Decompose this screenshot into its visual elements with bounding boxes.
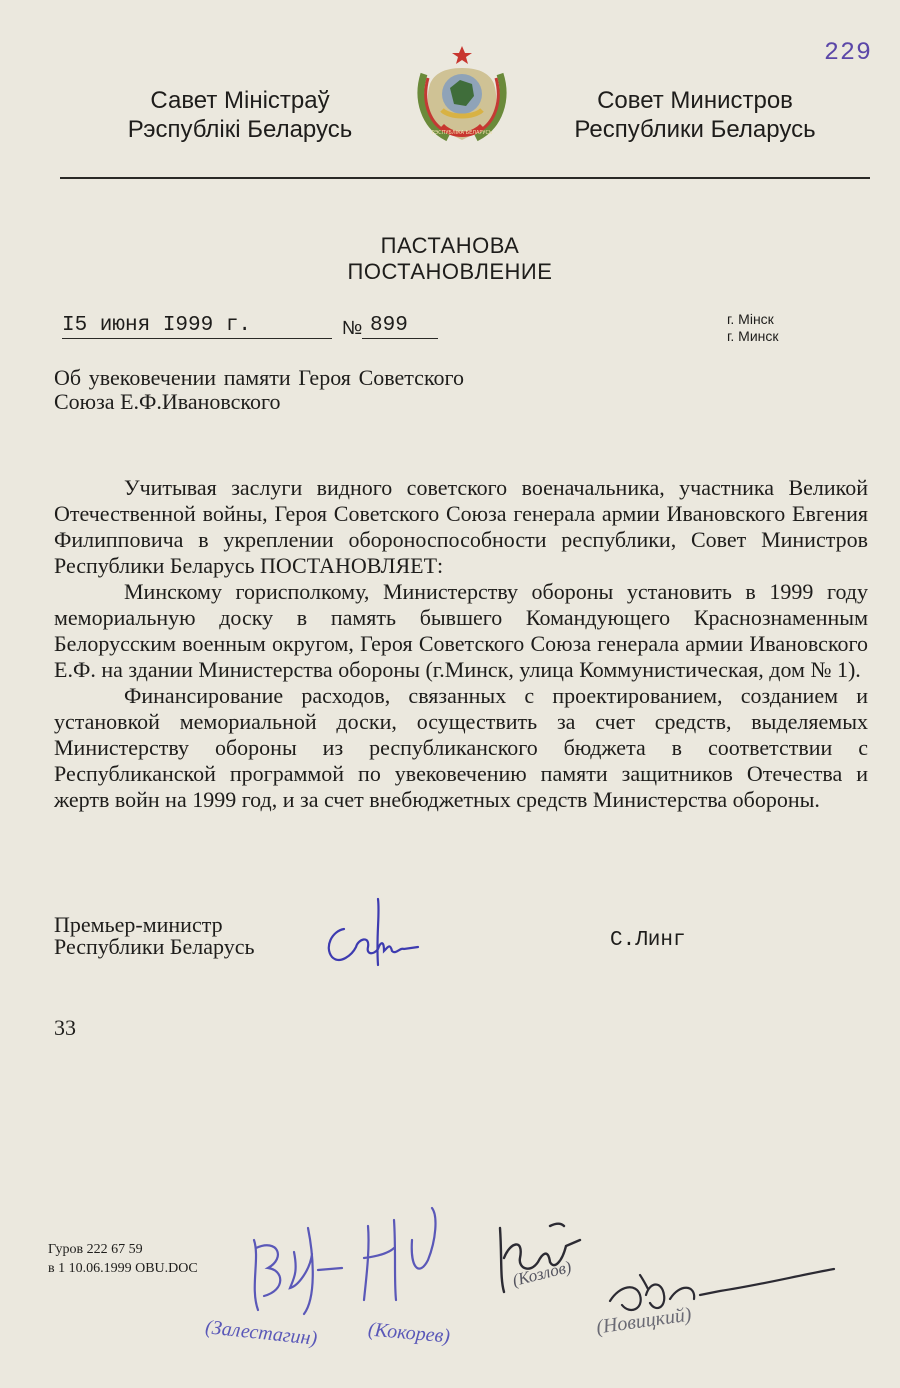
- header-russian-line2: Республики Беларусь: [574, 116, 816, 143]
- prime-minister-signature: [318, 895, 428, 975]
- emblem-ribbon-text: РЭСПУБЛІКА БЕЛАРУСЬ: [431, 130, 493, 136]
- archive-sheet-number: 229: [824, 38, 873, 67]
- approval-signature-1: [238, 1218, 358, 1318]
- document-subject: Об увековечении памяти Героя Советского Союза Е.Ф.Ивановского: [54, 365, 464, 414]
- place-of-issue: [727, 311, 779, 345]
- header-russian-line1: Совет Министров: [597, 87, 793, 114]
- footer-meta: [48, 1240, 198, 1278]
- header-belarusian: [110, 86, 370, 144]
- approval-signature-3: [490, 1218, 600, 1298]
- approval-name-1: (Залестагин): [204, 1316, 319, 1350]
- page-number: 33: [54, 1015, 76, 1040]
- document-number: 899: [370, 314, 408, 337]
- body-paragraph: Учитывая заслуги видного советского военачальника, участника Великой Отечественной войны, Героя Советского Союза генерала армии Ивановского Евгения Филипповича в укреплении обороноспособности республики, Совет Министров Республики Беларусь ПОСТАНОВЛЯЕТ:: [54, 475, 868, 578]
- signatory-title-line2: Республики Беларусь: [54, 934, 255, 959]
- body-paragraph: Финансирование расходов, связанных с проектированием, созданием и установкой мемориальной доски, осуществить за счет средств, выделяемых Министерству обороны из республиканского бюджета в соответствии с Республиканской программой по увековечению памяти защитников Отечества и жертв войн на 1999 год, и за счет внебюджетных средств Министерства обороны.: [54, 683, 868, 812]
- city-belarusian: г. Мінск: [727, 311, 774, 327]
- number-label: №: [342, 318, 363, 339]
- header-divider: [60, 177, 870, 179]
- signatory-name: С.Линг: [610, 929, 686, 952]
- date-underline: [62, 338, 332, 339]
- header-russian: [560, 86, 830, 144]
- approval-name-4: (Новицкий): [594, 1303, 693, 1339]
- approval-name-2: (Кокорев): [367, 1318, 451, 1348]
- signatory-title-line1: Премьер-министр: [54, 912, 223, 937]
- signatory-title: [54, 914, 255, 958]
- belarus-coat-of-arms-icon: [410, 44, 514, 148]
- approval-signature-2: [350, 1200, 450, 1310]
- footer-file: в 1 10.06.1999 OBU.DOC: [48, 1261, 198, 1276]
- footer-author: Гуров 222 67 59: [48, 1242, 143, 1257]
- number-underline: [362, 338, 438, 339]
- document-kind-russian: ПОСТАНОВЛЕНИЕ: [347, 259, 553, 284]
- document-date: I5 июня I999 г.: [62, 314, 252, 337]
- approval-name-3: (Козлов): [510, 1257, 574, 1290]
- document-body: [54, 475, 868, 813]
- document-kind-belarusian: ПАСТАНОВА: [380, 233, 520, 258]
- document-kind: [300, 233, 600, 285]
- header-belarusian-line1: Савет Міністраў: [150, 87, 330, 114]
- city-russian: г. Минск: [727, 328, 779, 344]
- header-belarusian-line2: Рэспублікі Беларусь: [127, 116, 353, 143]
- body-paragraph: Минскому горисполкому, Министерству обороны установить в 1999 году мемориальную доску в память бывшего Командующего Краснознаменным Белорусским военным округом, Героя Советского Союза генерала армии Ивановского Е.Ф. на здании Министерства обороны (г.Минск, улица Коммунистическая, дом № 1).: [54, 579, 868, 682]
